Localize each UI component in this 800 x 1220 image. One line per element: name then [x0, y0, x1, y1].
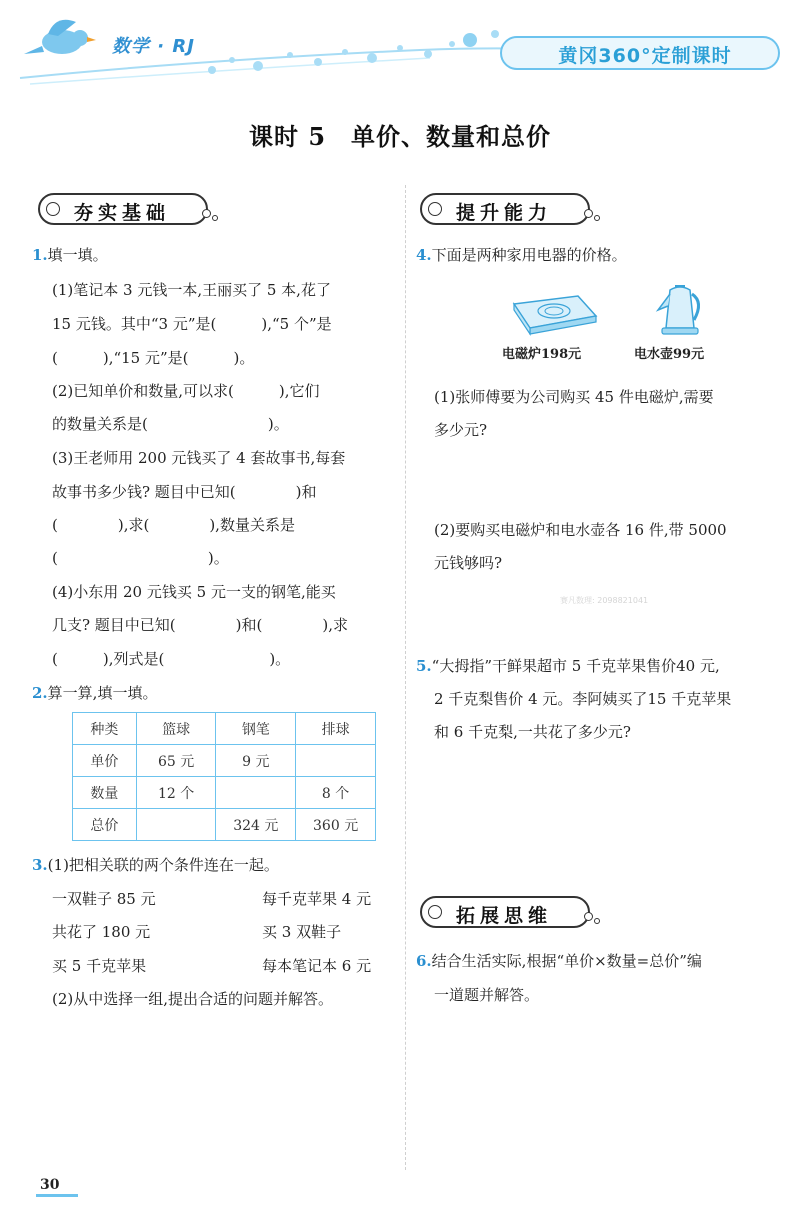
q3-instruction: [32, 855, 279, 875]
watermark: 赛凡数理: 2098821041: [560, 596, 649, 605]
q5-line: 和 6 千克梨,一共花了多少元?: [434, 723, 631, 741]
table-cell: 种类: [73, 713, 137, 745]
q1-line: (3)王老师用 200 元钱买了 4 套故事书,每套: [52, 449, 346, 467]
table-row: [73, 713, 376, 745]
column-divider: [405, 185, 406, 1170]
q1-line: (1)笔记本 3 元钱一本,王丽买了 5 本,花了: [52, 281, 331, 299]
table-cell: 360 元: [296, 809, 376, 841]
table-row: [73, 777, 376, 809]
badge-dot-icon: [212, 215, 218, 221]
q3-right-item[interactable]: 买 3 双鞋子: [262, 923, 342, 941]
table-cell: 65 元: [136, 745, 216, 777]
section-badge-extend: [420, 896, 590, 928]
table-row: [73, 745, 376, 777]
induction-cooker-icon: [508, 290, 600, 338]
q3-part2: (2)从中选择一组,提出合适的问题并解答。: [52, 990, 334, 1008]
badge-dot-icon: [594, 215, 600, 221]
q4-text: 下面是两种家用电器的价格。: [431, 246, 627, 264]
q4-part1: 多少元?: [434, 421, 488, 439]
q1-instruction: [32, 245, 108, 265]
electric-kettle-label: 电水壶99元: [634, 347, 705, 362]
page-title: 课时 5 单价、数量和总价: [248, 122, 552, 151]
table-cell: 9 元: [216, 745, 296, 777]
q4-instruction: [416, 245, 627, 265]
q3-right-item[interactable]: 每千克苹果 4 元: [262, 890, 372, 908]
electric-kettle-icon: [648, 280, 708, 340]
q1-line: 几支? 题目中已知( )和( ),求: [52, 616, 348, 634]
q3-left-item[interactable]: 买 5 千克苹果: [52, 957, 147, 975]
badge-dot-icon: [202, 209, 211, 218]
q2-number: 2.: [32, 684, 48, 702]
q2-text: 算一算,填一填。: [47, 684, 158, 702]
section-title-extend: 拓展思维: [456, 905, 553, 927]
q4-part2: 元钱够吗?: [434, 554, 503, 572]
badge-dot-icon: [584, 209, 593, 218]
q3-left-item[interactable]: 一双鞋子 85 元: [52, 890, 156, 908]
q4-part1: (1)张师傅要为公司购买 45 件电磁炉,需要: [434, 388, 714, 406]
q2-instruction: [32, 683, 157, 703]
induction-cooker-label: 电磁炉198元: [502, 347, 582, 362]
q6-line: 一道题并解答。: [434, 986, 540, 1004]
q1-line: ( ),求( ),数量关系是: [52, 516, 295, 534]
q1-line: 故事书多少钱? 题目中已知( )和: [52, 483, 317, 501]
table-cell: 钢笔: [216, 713, 296, 745]
table-cell: 总价: [73, 809, 137, 841]
section-badge-improve: [420, 193, 590, 225]
badge-ring-icon: [428, 202, 442, 216]
subject-label: 数学 · RJ: [112, 36, 195, 57]
q5-line: [416, 656, 720, 676]
page-number-underline: [36, 1194, 78, 1197]
table-cell-blank[interactable]: [216, 777, 296, 809]
q3-text: (1)把相关联的两个条件连在一起。: [47, 856, 279, 874]
q6-text: 结合生活实际,根据“单价×数量=总价”编: [431, 952, 702, 970]
table-cell: 324 元: [216, 809, 296, 841]
table-cell: 8 个: [296, 777, 376, 809]
q5-line: 2 千克梨售价 4 元。李阿姨买了15 千克苹果: [434, 690, 732, 708]
q3-left-item[interactable]: 共花了 180 元: [52, 923, 151, 941]
section-title-basics: 夯实基础: [74, 202, 171, 224]
q1-line: 的数量关系是( )。: [52, 415, 289, 433]
q3-right-item[interactable]: 每本笔记本 6 元: [262, 957, 372, 975]
q4-part2: (2)要购买电磁炉和电水壶各 16 件,带 5000: [434, 521, 727, 539]
q1-line: ( )。: [52, 549, 229, 567]
q5-text: “大拇指”干鲜果超市 5 千克苹果售价40 元,: [431, 657, 720, 675]
table-cell: 篮球: [136, 713, 216, 745]
brand-text: 黄冈360°定制课时: [558, 45, 732, 67]
q3-number: 3.: [32, 856, 48, 874]
q1-line: ( ),列式是( )。: [52, 650, 291, 668]
badge-ring-icon: [46, 202, 60, 216]
table-cell: 排球: [296, 713, 376, 745]
table-cell: 12 个: [136, 777, 216, 809]
q4-number: 4.: [416, 246, 432, 264]
table-cell-blank[interactable]: [136, 809, 216, 841]
q6-line: [416, 951, 702, 971]
q1-line: ( ),“15 元”是( )。: [52, 349, 255, 367]
section-badge-basics: [38, 193, 208, 225]
section-title-improve: 提升能力: [456, 202, 553, 224]
badge-dot-icon: [584, 912, 593, 921]
table-cell: 单价: [73, 745, 137, 777]
q5-number: 5.: [416, 657, 432, 675]
bird-icon: [24, 20, 96, 54]
badge-dot-icon: [594, 918, 600, 924]
price-table: [72, 712, 376, 841]
q1-line: 填一填。: [47, 246, 108, 264]
table-row: [73, 809, 376, 841]
q1-line: (2)已知单价和数量,可以求( ),它们: [52, 382, 320, 400]
q1-line: 15 元钱。其中“3 元”是( ),“5 个”是: [52, 315, 332, 333]
q1-number: 1.: [32, 246, 48, 264]
table-cell-blank[interactable]: [296, 745, 376, 777]
table-cell: 数量: [73, 777, 137, 809]
page-number: 30: [40, 1177, 60, 1193]
q6-number: 6.: [416, 952, 432, 970]
q1-line: (4)小东用 20 元钱买 5 元一支的钢笔,能买: [52, 583, 336, 601]
badge-ring-icon: [428, 905, 442, 919]
